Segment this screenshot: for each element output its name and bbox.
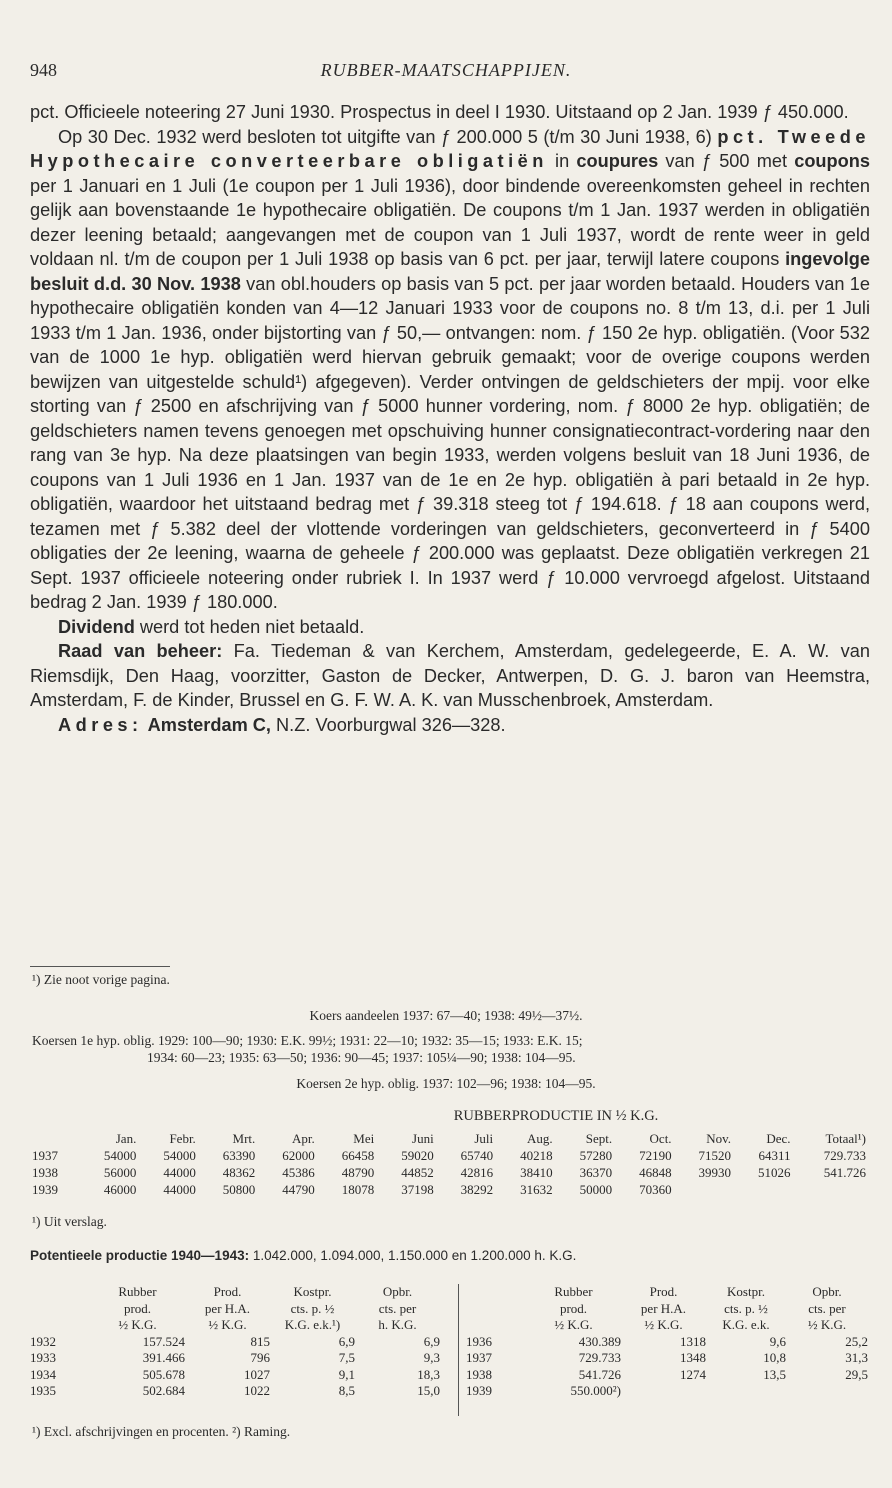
dividend-label: Dividend <box>58 616 135 637</box>
month-header: Nov. <box>706 1131 732 1146</box>
first-mortgage-prices: Koersen 1e hyp. oblig. 1929: 100—90; 1930: E.K. 99½; 1931: 22—10; 1932: 35—15; 1933: E.K. 15; 1934: 60—23; 1935: 63—50; 1936: 90—45; 1937: 105¼—90; 1938: 104—95. <box>32 1033 583 1065</box>
potential-label: Potentieele productie 1940—1943: <box>30 1248 250 1263</box>
board-paragraph: Raad van beheer: Fa. Tiedeman & van Kerchem, Amsterdam, gedelegeerde, E. A. W. van Riemsdijk, Den Haag, voorzitter, Gaston de Decker, Antwerpen, D. G. J. baron van Heemstra, Amsterdam, F. de Kinder, Brussel en G. F. W. A. K. van Musschenbroek, Amsterdam. <box>30 641 870 710</box>
share-prices: Koers aandeelen 1937: 67—40; 1938: 49½—37½. <box>309 1008 583 1023</box>
footnote-1: ¹) Zie noot vorige pagina. <box>32 972 170 987</box>
month-header: Febr. <box>169 1131 196 1146</box>
body-text <box>30 100 870 737</box>
table-row: 1937 54000 54000 63390 62000 66458 59020 65740 40218 57280 72190 71520 64311 729.733 <box>32 1148 866 1163</box>
table-row: 1939 550.000²) <box>466 1383 621 1398</box>
month-header: Mrt. <box>232 1131 256 1146</box>
address-label: Adres: <box>58 714 143 735</box>
table-row: 1933 391.466 796 7,5 9,3 <box>30 1350 440 1365</box>
production-table-title: RUBBERPRODUCTIE IN ½ K.G. <box>453 1108 659 1124</box>
board-label: Raad van beheer: <box>58 641 223 661</box>
table-row: 1939 46000 44000 50800 44790 18078 37198 38292 31632 50000 70360 <box>32 1182 672 1197</box>
month-header: Apr. <box>292 1131 315 1146</box>
table-row: 1938 56000 44000 48362 45386 48790 44852 42816 38410 36370 46848 39930 51026 541.726 <box>32 1165 866 1180</box>
page-number: 948 <box>30 60 57 80</box>
address-city: Amsterdam C, <box>147 714 271 735</box>
month-header: Dec. <box>766 1131 791 1146</box>
paragraph-second-bonds: Op 30 Dec. 1932 werd besloten tot uitgifte van ƒ 200.000 5 (t/m 30 Juni 1938, 6) pct. Tweede Hypothecaire converteerbare obligatiën in coupures van ƒ 500 met coupons per 1 Januari en 1 Juli (1e coupon per 1 Juli 1936), door bindende overeenkomsten geheel in rechten gelijk aan bovenstaande 1e hypothecaire obligatiën. De coupons t/m 1 Jan. 1937 werden in obligatiën dezer leening betaald; aangevangen met de coupon van 1 Juli 1937, wordt de rente weer in geld voldaan nl. t/m de coupon per 1 Juli 1938 op basis van 6 pct. per jaar, terwijl latere coupons ingevolge besluit d.d. 30 Nov. 1938 van obl.houders op basis van 5 pct. per jaar worden betaald. Houders van 1e hypothecaire obligatiën konden van 4—12 Januari 1933 voor de coupons no. 8 t/m 13, d.i. per 1 Juli 1933 t/m 1 Jan. 1936, onder bijstorting van ƒ 50,— ontvangen: nom. ƒ 150 2e hyp. obligatiën. (Voor 532 van de 1000 1e hyp. obligatiën werd hiervan gebruik gemaakt; voor de overige coupons werden bewijzen van uitgestelde schuld¹) afgegeven). Verder ontvingen de geldschieters der mpij. voor elke storting van ƒ 2500 en afschrijving van ƒ 5000 hunner vordering, nom. ƒ 8000 2e hyp. obligatiën; de geldschieters namen tevens genoegen met opschuiving hunner consignatiecontract-vordering naar den rang van 3e hyp. Na deze plaatsingen van begin 1933, werden volgens besluit van 18 Juni 1936, de coupons van 1 Juli 1936 en 1 Jan. 1937 van de 1e en 2e hyp. obligatiën à pari betaald in 2e hyp. obligatiën, waardoor het uitstaand bedrag met ƒ 39.318 steeg tot ƒ 194.618. ƒ 18 aan coupons werd, tezamen met ƒ 5.382 deel der vlottende vorderingen van geldschieters, geconverteerd in ƒ 5400 obligaties der 2e leening, waarna de geheele ƒ 200.000 was geplaatst. Deze obligatiën verkregen 21 Sept. 1937 officieele noteering onder rubriek I. In 1937 werd ƒ 10.000 vervroegd afgelost. Uitstaand bedrag 2 Jan. 1939 ƒ 180.000. <box>30 126 870 612</box>
table-row: 1932 157.524 815 6,9 6,9 <box>30 1333 440 1349</box>
production-header-row <box>30 1130 868 1147</box>
dividend-line: Dividend werd tot heden niet betaald. <box>58 616 365 637</box>
month-header: Jan. <box>115 1131 137 1146</box>
table-row: 1937 729.733 1348 10,8 31,3 <box>466 1350 868 1365</box>
cost-table-left: Rubber Prod. Kostpr. Opbr. prod. per H.A. cts. p. ½ cts. per ½ K.G. ½ K.G. K.G. e.k.¹) h. K.G. 1932 157.524 815 6,9 6,9 1933 391.466 796 7,5 9,3 1934 505.678 1027 9,1 18,3 1935 502.684 1022 8,5 15,0 <box>30 1284 440 1398</box>
month-header: Oct. <box>649 1131 672 1146</box>
potential-production: Potentieele productie 1940—1943: 1.042.000, 1.094.000, 1.150.000 en 1.200.000 h. K.G. <box>30 1248 577 1263</box>
month-header: Sept. <box>585 1131 613 1146</box>
footnote-rule <box>30 966 170 967</box>
table-row: 1936 430.389 1318 9,6 25,2 <box>466 1333 868 1349</box>
page-header <box>30 60 862 86</box>
footnote-production: ¹) Uit verslag. <box>32 1214 107 1229</box>
table-row: 1935 502.684 1022 8,5 15,0 <box>30 1383 440 1398</box>
table-divider <box>458 1284 459 1416</box>
total-header: Totaal¹) <box>825 1131 866 1146</box>
month-header: Aug. <box>526 1131 553 1146</box>
table-row: 1938 541.726 1274 13,5 29,5 <box>466 1366 868 1382</box>
month-header: Mei <box>353 1131 375 1146</box>
paragraph-prospectus: pct. Officieele noteering 27 Juni 1930. Prospectus in deel I 1930. Uitstaand op 2 Jan. 1939 ƒ 450.000. <box>30 102 849 122</box>
address-line: Adres: Amsterdam C, N.Z. Voorburgwal 326—328. <box>58 714 506 735</box>
cost-table-right: Rubber Prod. Kostpr. Opbr. prod. per H.A. cts. p. ½ cts. per ½ K.G. ½ K.G. K.G. e.k. ½ K.G. 1936 430.389 1318 9,6 25,2 1937 729.733 1348 10,8 31,3 1938 541.726 1274 13,5 29,5 1939 550.000²) <box>466 1284 868 1398</box>
month-header: Juli <box>474 1131 494 1146</box>
table-row: 1934 505.678 1027 9,1 18,3 <box>30 1366 440 1382</box>
running-title: RUBBER-MAATSCHAPPIJEN. <box>320 60 572 80</box>
bond-title: pct. Tweede Hypothecaire converteerbare obligatiën <box>30 126 870 171</box>
month-header: Juni <box>412 1131 434 1146</box>
production-table <box>30 1130 868 1198</box>
footnote-cost-table: ¹) Excl. afschrijvingen en procenten. ²) Raming. <box>32 1424 291 1439</box>
second-mortgage-prices: Koersen 2e hyp. oblig. 1937: 102—96; 1938: 104—95. <box>296 1076 596 1091</box>
